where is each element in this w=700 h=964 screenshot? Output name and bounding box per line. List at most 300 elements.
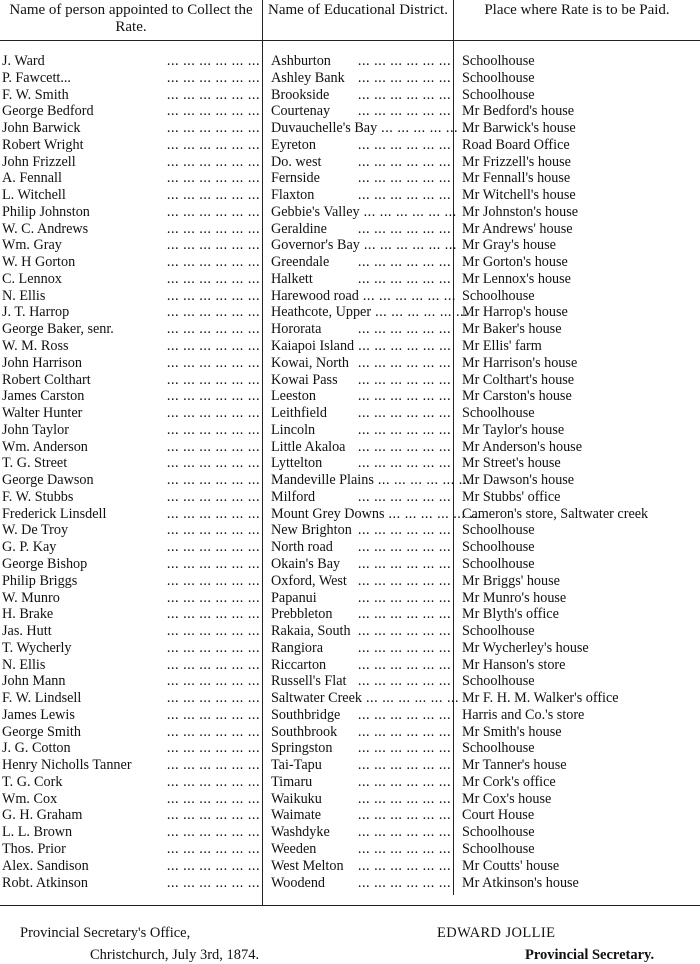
district-cell bbox=[271, 304, 469, 321]
district-name: Timaru bbox=[271, 773, 313, 790]
collector-name: Wm. Anderson bbox=[2, 438, 88, 455]
district-name: Duvauchelle's Bay bbox=[271, 120, 378, 137]
leader-dots: ... ... ... ... ... ... bbox=[166, 840, 260, 857]
district-cell bbox=[271, 505, 482, 523]
collector-name: Walter Hunter bbox=[2, 405, 83, 422]
district-name: Harewood road bbox=[271, 287, 359, 304]
collector-cell bbox=[2, 254, 260, 271]
leader-dots: ... ... ... ... ... ... bbox=[166, 388, 260, 405]
district-cell bbox=[271, 573, 451, 590]
leader-dots: ... ... ... ... ... ... bbox=[166, 321, 260, 338]
leader-dots: ... ... ... ... ... ... bbox=[357, 153, 451, 170]
collector-name: W. C. Andrews bbox=[2, 220, 89, 237]
collector-name: Philip Johnston bbox=[2, 203, 90, 220]
leader-dots: ... ... ... ... ... ... bbox=[357, 824, 451, 841]
leader-dots: ... ... ... ... ... ... bbox=[166, 555, 260, 572]
district-cell bbox=[271, 455, 451, 472]
table-row bbox=[0, 506, 700, 523]
table-row bbox=[0, 288, 700, 305]
collector-name: Frederick Linsdell bbox=[2, 505, 107, 522]
collector-name: P. Fawcett... bbox=[2, 69, 71, 86]
district-cell bbox=[271, 673, 451, 690]
leader-dots: ... ... ... ... ... ... bbox=[377, 472, 471, 489]
district-cell bbox=[271, 170, 451, 187]
collector-name: J. Ward bbox=[2, 53, 45, 69]
district-cell bbox=[271, 539, 451, 556]
table-row bbox=[0, 539, 700, 556]
payment-place: Mr Taylor's house bbox=[462, 421, 565, 438]
table-row bbox=[0, 254, 700, 271]
collector-name: George Dawson bbox=[2, 472, 94, 489]
district-cell bbox=[271, 221, 451, 238]
collector-name: J. T. Harrop bbox=[2, 304, 70, 321]
leader-dots: ... ... ... ... ... ... bbox=[357, 757, 451, 774]
table-row bbox=[0, 338, 700, 355]
table-row bbox=[0, 204, 700, 221]
district-cell bbox=[271, 237, 457, 254]
table-row bbox=[0, 824, 700, 841]
collector-cell bbox=[2, 472, 260, 489]
collector-cell bbox=[2, 573, 260, 590]
payment-place: Mr Briggs' house bbox=[462, 572, 560, 589]
collector-cell bbox=[2, 858, 260, 875]
collector-cell bbox=[2, 338, 260, 355]
district-name: Governor's Bay bbox=[271, 237, 360, 254]
collector-name: L. L. Brown bbox=[2, 824, 73, 841]
collector-cell bbox=[2, 53, 260, 70]
collector-name: Robt. Atkinson bbox=[2, 874, 88, 891]
collector-name: F. W. Stubbs bbox=[2, 488, 74, 505]
district-cell bbox=[271, 321, 451, 338]
collector-cell bbox=[2, 824, 260, 841]
collector-cell bbox=[2, 606, 260, 623]
leader-dots: ... ... ... ... ... ... bbox=[388, 505, 482, 522]
district-name: Eyreton bbox=[271, 136, 316, 153]
collector-name: James Carston bbox=[2, 388, 85, 405]
table-row bbox=[0, 673, 700, 690]
collector-name: T. Wycherly bbox=[2, 639, 72, 656]
table-row bbox=[0, 422, 700, 439]
table-row bbox=[0, 53, 700, 70]
payment-place: Mr Fennall's house bbox=[462, 170, 571, 187]
collector-cell bbox=[2, 556, 260, 573]
table-row bbox=[0, 237, 700, 254]
signatory-title: Provincial Secretary. bbox=[525, 947, 655, 963]
district-name: Kaiapoi Island bbox=[271, 338, 355, 355]
table-row bbox=[0, 120, 700, 137]
leader-dots: ... ... ... ... ... ... bbox=[357, 874, 451, 891]
district-name: Lyttelton bbox=[271, 455, 323, 472]
collector-cell bbox=[2, 187, 260, 204]
table-row bbox=[0, 321, 700, 338]
leader-dots: ... ... ... ... ... ... bbox=[357, 254, 451, 271]
collector-cell bbox=[2, 455, 260, 472]
district-name: New Brighton bbox=[271, 522, 352, 539]
collector-name: Wm. Gray bbox=[2, 237, 62, 254]
payment-place: Mr Tanner's house bbox=[462, 757, 567, 774]
district-name: Weeden bbox=[271, 840, 317, 857]
payment-place: Mr Harrop's house bbox=[462, 304, 568, 321]
payment-place: Mr Hanson's store bbox=[462, 656, 566, 673]
district-cell bbox=[271, 640, 451, 657]
payment-place: Mr Baker's house bbox=[462, 321, 562, 338]
district-name: Prebbleton bbox=[271, 606, 333, 623]
payment-place: Mr Cox's house bbox=[462, 790, 552, 807]
leader-dots: ... ... ... ... ... ... bbox=[357, 589, 451, 606]
payment-place: Mr Colthart's house bbox=[462, 371, 575, 388]
collector-name: L. Witchell bbox=[2, 187, 66, 204]
collector-name: James Lewis bbox=[2, 706, 75, 723]
leader-dots: ... ... ... ... ... ... bbox=[166, 790, 260, 807]
leader-dots: ... ... ... ... ... ... bbox=[166, 237, 260, 254]
table-row bbox=[0, 757, 700, 774]
district-cell bbox=[271, 271, 451, 288]
district-name: Ashley Bank bbox=[271, 69, 345, 86]
leader-dots: ... ... ... ... ... ... bbox=[357, 488, 451, 505]
table-row bbox=[0, 405, 700, 422]
leader-dots: ... ... ... ... ... ... bbox=[357, 371, 451, 388]
table-row bbox=[0, 455, 700, 472]
table-row bbox=[0, 640, 700, 657]
leader-dots: ... ... ... ... ... ... bbox=[166, 690, 260, 707]
district-name: Washdyke bbox=[271, 824, 330, 841]
district-cell bbox=[271, 858, 451, 875]
collector-cell bbox=[2, 388, 260, 405]
table-row bbox=[0, 170, 700, 187]
leader-dots: ... ... ... ... ... ... bbox=[166, 539, 260, 556]
leader-dots: ... ... ... ... ... ... bbox=[357, 388, 451, 405]
collector-name: Alex. Sandison bbox=[2, 857, 89, 874]
signatory-name: EDWARD JOLLIE bbox=[437, 925, 556, 941]
district-name: Do. west bbox=[271, 153, 322, 170]
district-cell bbox=[271, 875, 451, 892]
district-name: Woodend bbox=[271, 874, 326, 891]
table-row bbox=[0, 724, 700, 741]
district-cell bbox=[271, 254, 451, 271]
leader-dots: ... ... ... ... ... ... bbox=[357, 572, 451, 589]
leader-dots: ... ... ... ... ... ... bbox=[166, 53, 260, 69]
leader-dots: ... ... ... ... ... ... bbox=[357, 69, 451, 86]
payment-place: Mr Carston's house bbox=[462, 388, 572, 405]
office-line: Provincial Secretary's Office, bbox=[20, 925, 191, 941]
leader-dots: ... ... ... ... ... ... bbox=[166, 673, 260, 690]
payment-place: Mr Street's house bbox=[462, 455, 561, 472]
district-name: Mandeville Plains bbox=[271, 472, 374, 489]
district-name: Greendale bbox=[271, 254, 330, 271]
table-row bbox=[0, 271, 700, 288]
leader-dots: ... ... ... ... ... ... bbox=[357, 321, 451, 338]
collector-cell bbox=[2, 439, 260, 456]
collector-name: George Baker, senr. bbox=[2, 321, 114, 338]
district-cell bbox=[271, 203, 457, 221]
district-name: Mount Grey Downs bbox=[271, 505, 385, 522]
table-row bbox=[0, 388, 700, 405]
table-row bbox=[0, 87, 700, 104]
district-cell bbox=[271, 657, 451, 674]
payment-place: Schoolhouse bbox=[462, 824, 535, 841]
leader-dots: ... ... ... ... ... ... bbox=[357, 639, 451, 656]
leader-dots: ... ... ... ... ... ... bbox=[166, 220, 260, 237]
payment-place: Harris and Co.'s store bbox=[462, 706, 585, 723]
payment-place: Schoolhouse bbox=[462, 69, 535, 86]
payment-place: Schoolhouse bbox=[462, 555, 535, 572]
collector-cell bbox=[2, 137, 260, 154]
payment-place: Mr Witchell's house bbox=[462, 187, 576, 204]
payment-place: Mr Dawson's house bbox=[462, 472, 575, 489]
leader-dots: ... ... ... ... ... ... bbox=[166, 639, 260, 656]
payment-place: Mr Frizzell's house bbox=[462, 153, 571, 170]
leader-dots: ... ... ... ... ... ... bbox=[166, 136, 260, 153]
leader-dots: ... ... ... ... ... ... bbox=[166, 488, 260, 505]
collector-name: W. H Gorton bbox=[2, 254, 76, 271]
district-cell bbox=[271, 590, 451, 607]
collector-cell bbox=[2, 791, 260, 808]
district-name: Springston bbox=[271, 740, 333, 757]
district-cell bbox=[271, 187, 451, 204]
table-row bbox=[0, 740, 700, 757]
payment-place: Schoolhouse bbox=[462, 405, 535, 422]
district-name: Okain's Bay bbox=[271, 555, 341, 572]
collector-name: John Frizzell bbox=[2, 153, 76, 170]
leader-dots: ... ... ... ... ... ... bbox=[166, 120, 260, 137]
district-cell bbox=[271, 841, 451, 858]
table-row bbox=[0, 70, 700, 87]
table-row bbox=[0, 707, 700, 724]
district-cell bbox=[271, 120, 475, 137]
collector-cell bbox=[2, 304, 260, 321]
collector-cell bbox=[2, 841, 260, 858]
district-cell bbox=[271, 606, 451, 623]
district-cell bbox=[271, 439, 451, 456]
payment-place: Mr Gray's house bbox=[462, 237, 556, 254]
leader-dots: ... ... ... ... ... ... bbox=[166, 857, 260, 874]
collector-cell bbox=[2, 774, 260, 791]
table-row bbox=[0, 690, 700, 707]
leader-dots: ... ... ... ... ... ... bbox=[357, 623, 451, 640]
district-cell bbox=[271, 338, 451, 355]
district-cell bbox=[271, 287, 456, 305]
district-cell bbox=[271, 791, 451, 808]
collector-name: George Smith bbox=[2, 723, 81, 740]
collector-name: Robert Wright bbox=[2, 136, 84, 153]
leader-dots: ... ... ... ... ... ... bbox=[166, 807, 260, 824]
table-row bbox=[0, 221, 700, 238]
payment-place: Mr Johnston's house bbox=[462, 203, 579, 220]
collector-cell bbox=[2, 757, 260, 774]
leader-dots: ... ... ... ... ... ... bbox=[166, 455, 260, 472]
footer-rule bbox=[0, 905, 700, 906]
district-cell bbox=[271, 472, 471, 489]
collector-cell bbox=[2, 271, 260, 288]
collector-name: Robert Colthart bbox=[2, 371, 91, 388]
collector-name: John Harrison bbox=[2, 354, 82, 371]
collector-name: Henry Nicholls Tanner bbox=[2, 757, 132, 774]
collector-cell bbox=[2, 204, 260, 221]
table-row bbox=[0, 522, 700, 539]
leader-dots: ... ... ... ... ... ... bbox=[357, 790, 451, 807]
leader-dots: ... ... ... ... ... ... bbox=[166, 623, 260, 640]
district-name: Saltwater Creek bbox=[271, 690, 362, 707]
leader-dots: ... ... ... ... ... ... bbox=[166, 153, 260, 170]
leader-dots: ... ... ... ... ... ... bbox=[357, 455, 451, 472]
collector-cell bbox=[2, 807, 260, 824]
district-name: North road bbox=[271, 539, 333, 556]
leader-dots: ... ... ... ... ... ... bbox=[357, 136, 451, 153]
payment-place: Mr Andrews' house bbox=[462, 220, 573, 237]
payment-place: Schoolhouse bbox=[462, 740, 535, 757]
payment-place: Mr Bedford's house bbox=[462, 103, 575, 120]
payment-place: Schoolhouse bbox=[462, 53, 535, 69]
district-cell bbox=[271, 623, 451, 640]
district-name: Fernside bbox=[271, 170, 320, 187]
payment-place: Schoolhouse bbox=[462, 539, 535, 556]
table-row bbox=[0, 556, 700, 573]
district-name: Courtenay bbox=[271, 103, 331, 120]
collector-name: George Bedford bbox=[2, 103, 94, 120]
leader-dots: ... ... ... ... ... ... bbox=[357, 270, 451, 287]
table-row bbox=[0, 623, 700, 640]
collector-cell bbox=[2, 640, 260, 657]
district-name: Kowai Pass bbox=[271, 371, 338, 388]
leader-dots: ... ... ... ... ... ... bbox=[166, 824, 260, 841]
district-cell bbox=[271, 489, 451, 506]
district-name: Brookside bbox=[271, 86, 330, 103]
leader-dots: ... ... ... ... ... ... bbox=[166, 304, 260, 321]
leader-dots: ... ... ... ... ... ... bbox=[166, 421, 260, 438]
district-name: Tai-Tapu bbox=[271, 757, 322, 774]
leader-dots: ... ... ... ... ... ... bbox=[357, 354, 451, 371]
leader-dots: ... ... ... ... ... ... bbox=[357, 740, 451, 757]
leader-dots: ... ... ... ... ... ... bbox=[363, 237, 457, 254]
collector-cell bbox=[2, 690, 260, 707]
leader-dots: ... ... ... ... ... ... bbox=[357, 706, 451, 723]
leader-dots: ... ... ... ... ... ... bbox=[357, 438, 451, 455]
table-row bbox=[0, 103, 700, 120]
collector-cell bbox=[2, 506, 260, 523]
collector-cell bbox=[2, 623, 260, 640]
collector-cell bbox=[2, 170, 260, 187]
payment-place: Mr Stubbs' office bbox=[462, 488, 561, 505]
table-row bbox=[0, 774, 700, 791]
district-name: Heathcote, Upper bbox=[271, 304, 372, 321]
table-row bbox=[0, 858, 700, 875]
collector-name: W. M. Ross bbox=[2, 338, 69, 355]
leader-dots: ... ... ... ... ... ... bbox=[166, 270, 260, 287]
district-cell bbox=[271, 807, 451, 824]
collector-name: G. P. Kay bbox=[2, 539, 57, 556]
payment-place: Mr Blyth's office bbox=[462, 606, 559, 623]
collector-name: H. Brake bbox=[2, 606, 54, 623]
leader-dots: ... ... ... ... ... ... bbox=[166, 723, 260, 740]
payment-place: Mr Harrison's house bbox=[462, 354, 578, 371]
payment-place: Schoolhouse bbox=[462, 623, 535, 640]
collector-name: Thos. Prior bbox=[2, 840, 66, 857]
leader-dots: ... ... ... ... ... ... bbox=[357, 405, 451, 422]
collector-name: N. Ellis bbox=[2, 656, 46, 673]
table-row bbox=[0, 304, 700, 321]
collector-cell bbox=[2, 355, 260, 372]
district-name: Southbrook bbox=[271, 723, 338, 740]
leader-dots: ... ... ... ... ... ... bbox=[166, 572, 260, 589]
leader-dots: ... ... ... ... ... ... bbox=[357, 555, 451, 572]
district-cell bbox=[271, 372, 451, 389]
table-row bbox=[0, 137, 700, 154]
district-name: Halkett bbox=[271, 270, 313, 287]
leader-dots: ... ... ... ... ... ... bbox=[166, 589, 260, 606]
collector-name: F. W. Smith bbox=[2, 86, 69, 103]
header-place: Place where Rate is to be Paid. bbox=[484, 2, 670, 18]
payment-place: Schoolhouse bbox=[462, 840, 535, 857]
payment-place: Road Board Office bbox=[462, 136, 570, 153]
leader-dots: ... ... ... ... ... ... bbox=[357, 187, 451, 204]
leader-dots: ... ... ... ... ... ... bbox=[166, 69, 260, 86]
table-row bbox=[0, 791, 700, 808]
leader-dots: ... ... ... ... ... ... bbox=[357, 170, 451, 187]
leader-dots: ... ... ... ... ... ... bbox=[166, 656, 260, 673]
payment-place: Mr Gorton's house bbox=[462, 254, 568, 271]
collector-cell bbox=[2, 288, 260, 305]
collector-name: F. W. Lindsell bbox=[2, 690, 82, 707]
leader-dots: ... ... ... ... ... ... bbox=[357, 840, 451, 857]
dateline: Christchurch, July 3rd, 1874. bbox=[90, 947, 260, 963]
leader-dots: ... ... ... ... ... ... bbox=[357, 522, 451, 539]
payment-place: Mr Smith's house bbox=[462, 723, 562, 740]
district-name: Hororata bbox=[271, 321, 322, 338]
collector-cell bbox=[2, 875, 260, 892]
district-cell bbox=[271, 707, 451, 724]
leader-dots: ... ... ... ... ... ... bbox=[166, 287, 260, 304]
district-name: Gebbie's Valley bbox=[271, 203, 360, 220]
collector-name: Jas. Hutt bbox=[2, 623, 52, 640]
collector-cell bbox=[2, 103, 260, 120]
leader-dots: ... ... ... ... ... ... bbox=[357, 857, 451, 874]
table-row bbox=[0, 573, 700, 590]
payment-place: Court House bbox=[462, 807, 535, 824]
collector-cell bbox=[2, 539, 260, 556]
district-name: West Melton bbox=[271, 857, 344, 874]
leader-dots: ... ... ... ... ... ... bbox=[166, 874, 260, 891]
collector-cell bbox=[2, 405, 260, 422]
district-name: Little Akaloa bbox=[271, 438, 346, 455]
payment-place: Schoolhouse bbox=[462, 673, 535, 690]
header-district: Name of Educational District. bbox=[268, 2, 448, 18]
leader-dots: ... ... ... ... ... ... bbox=[357, 773, 451, 790]
collector-name: W. De Troy bbox=[2, 522, 69, 539]
payment-place: Mr Lennox's house bbox=[462, 270, 571, 287]
leader-dots: ... ... ... ... ... ... bbox=[166, 472, 260, 489]
leader-dots: ... ... ... ... ... ... bbox=[358, 338, 452, 355]
district-name: Flaxton bbox=[271, 187, 315, 204]
leader-dots: ... ... ... ... ... ... bbox=[166, 86, 260, 103]
collector-name: Philip Briggs bbox=[2, 572, 78, 589]
district-cell bbox=[271, 154, 451, 171]
table-row bbox=[0, 807, 700, 824]
collector-name: C. Lennox bbox=[2, 270, 62, 287]
district-cell bbox=[271, 740, 451, 757]
leader-dots: ... ... ... ... ... ... bbox=[166, 103, 260, 120]
table-row bbox=[0, 472, 700, 489]
district-cell bbox=[271, 405, 451, 422]
collector-name: John Barwick bbox=[2, 120, 81, 137]
table-row bbox=[0, 606, 700, 623]
collector-cell bbox=[2, 724, 260, 741]
collector-cell bbox=[2, 522, 260, 539]
table-row bbox=[0, 657, 700, 674]
district-name: Ashburton bbox=[271, 53, 331, 69]
district-name: Lincoln bbox=[271, 421, 316, 438]
district-name: Kowai, North bbox=[271, 354, 350, 371]
collector-cell bbox=[2, 590, 260, 607]
